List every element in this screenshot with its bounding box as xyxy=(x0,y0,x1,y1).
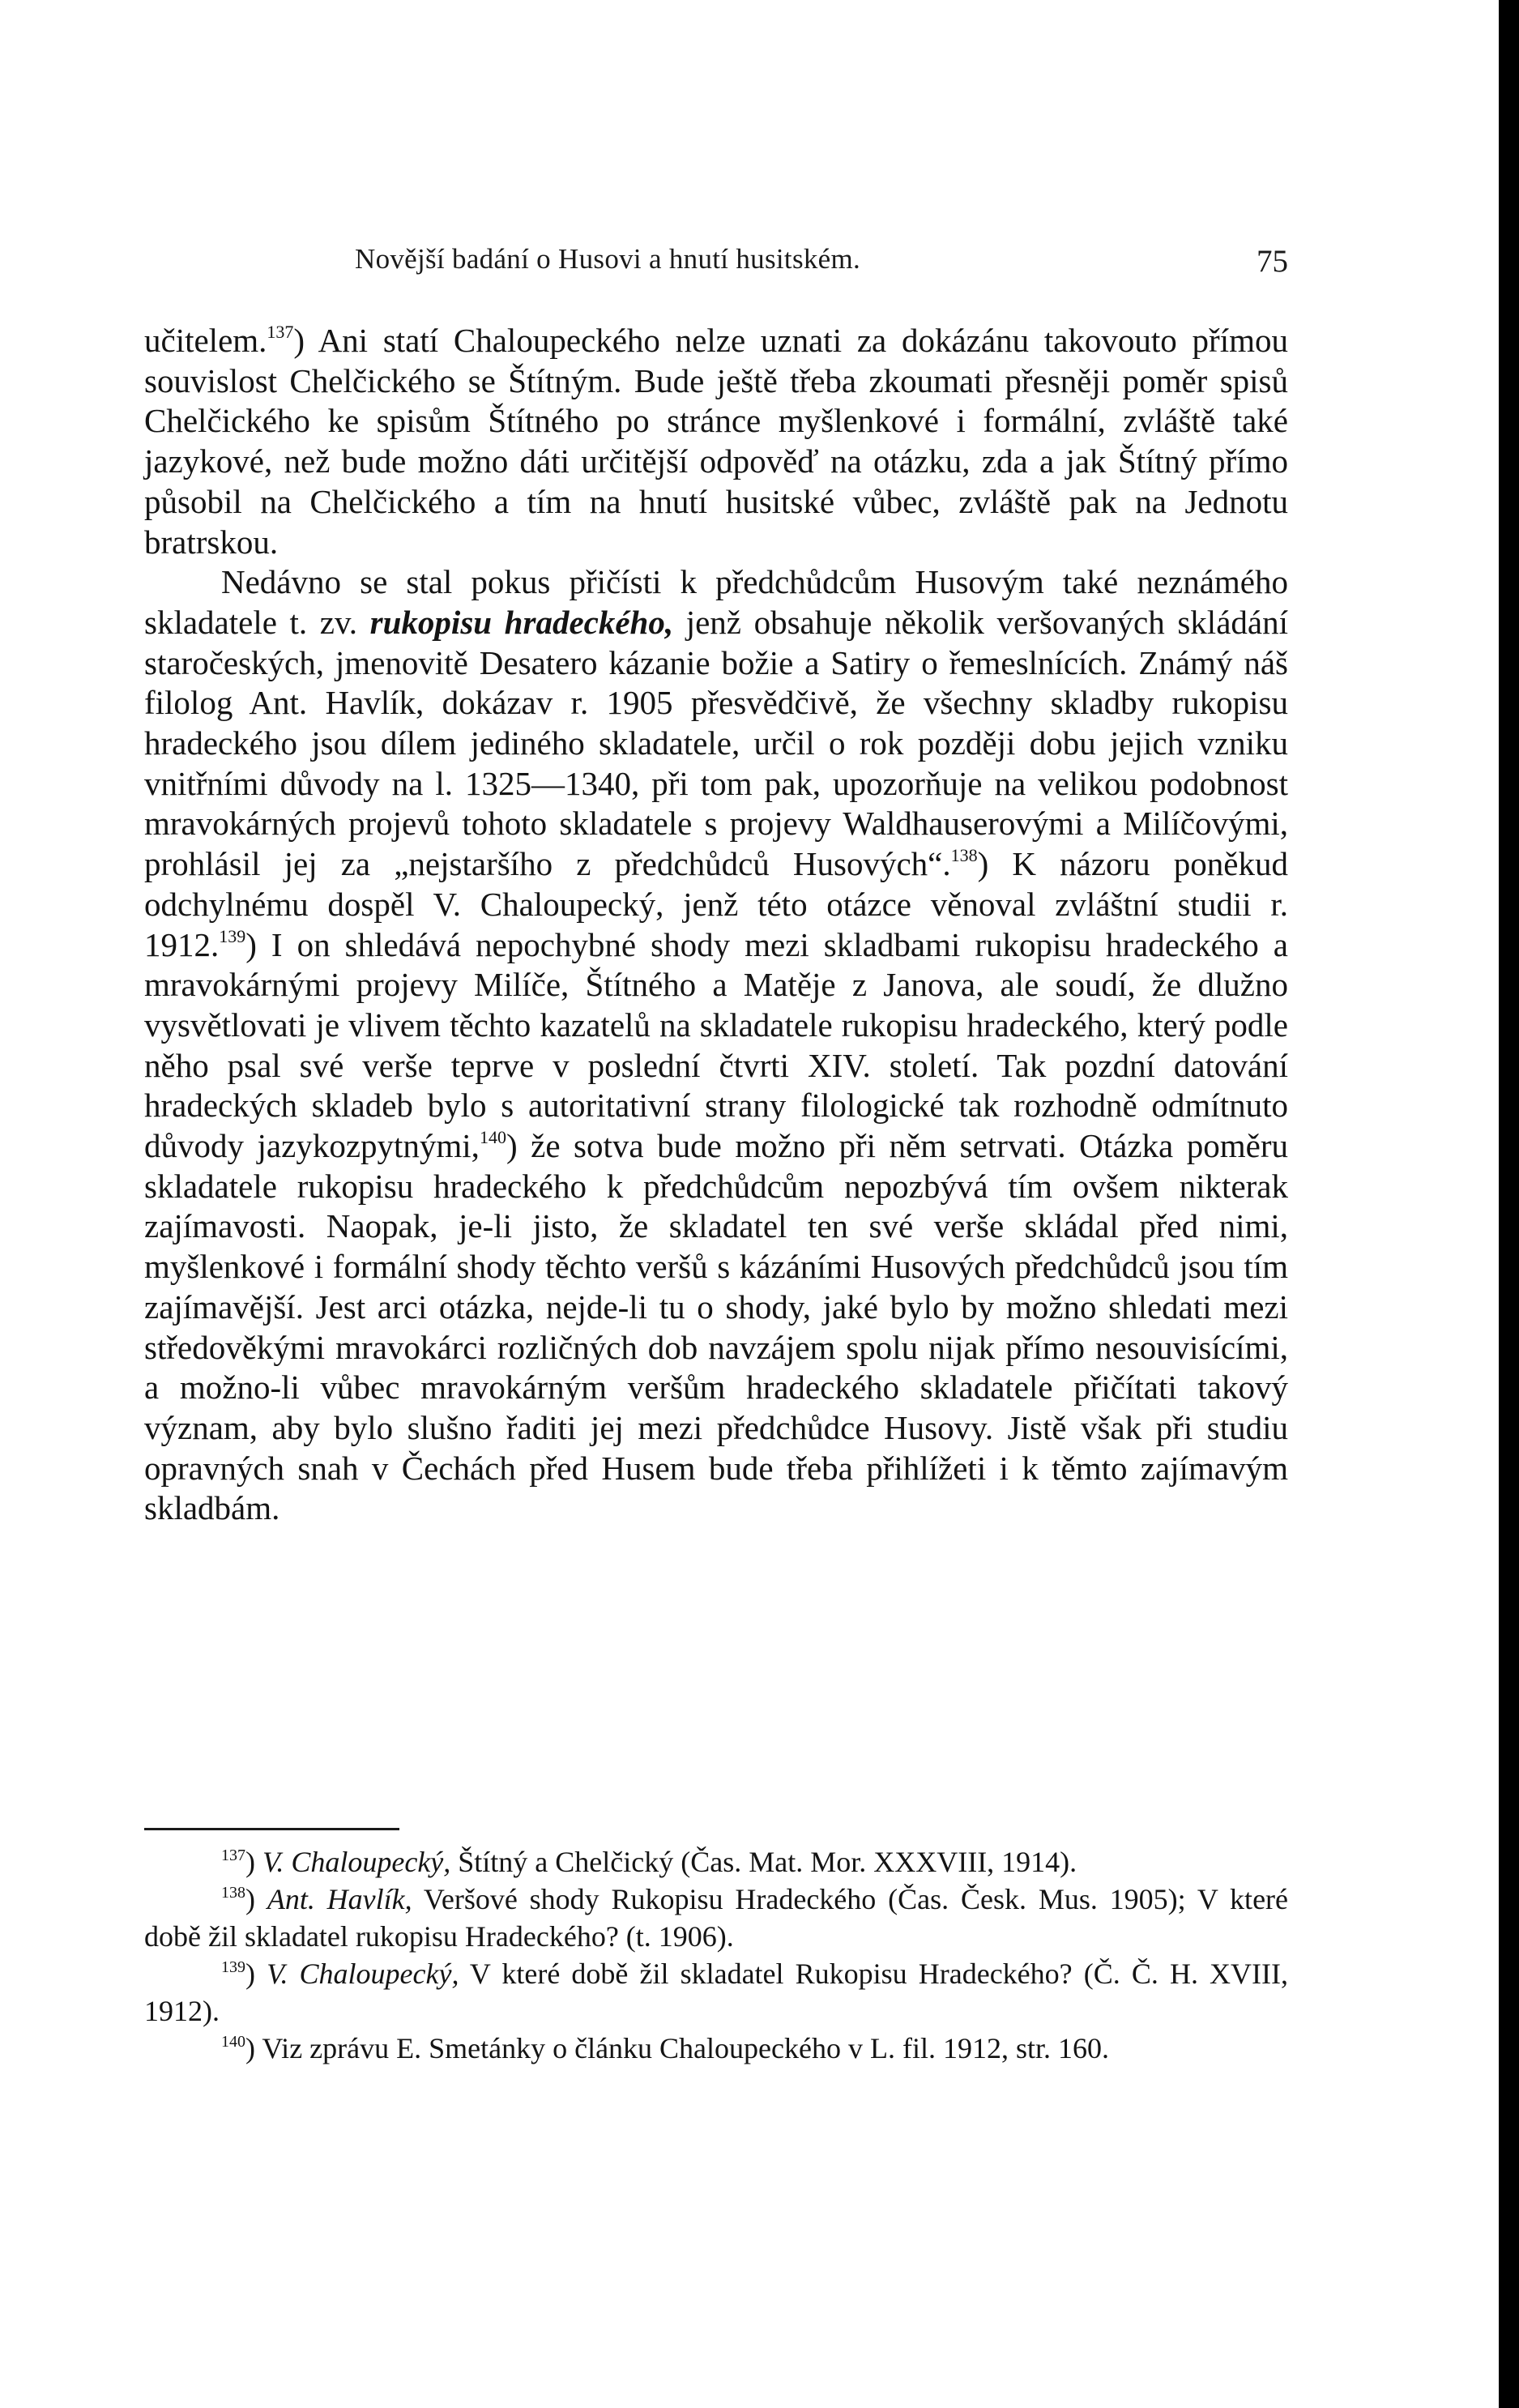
italic-term: rukopisu hradeckého, xyxy=(369,603,674,641)
page-number: 75 xyxy=(1257,244,1288,279)
footnote-ref-138: 138 xyxy=(950,845,978,866)
footnote-ref-140: 140 xyxy=(479,1127,506,1148)
running-title: Novější badání o Husovi a hnutí husitském. xyxy=(355,243,861,275)
paragraph-1: učitelem.$^{137}$) Ani statí Chaloupeckého nelze uznati za dokázánu takovouto přímou souvislost Chelčického se Štítným. Bude ještě třeba zkoumati přesněji poměr spisů Chelčického ke spisům Štítného po stránce myšlenkové i formální, zvláště také jazykové, než bude možno dáti určitější odpověď na otázku, zda a jak Štítný přímo působil na Chelčického a tím na hnutí husitské vůbec, zvláště pak na Jednotu bratrskou. xyxy=(144,322,1288,561)
footnote-140: $^{140}$) Viz zprávu E. Smetánky o článku Chaloupeckého v L. fil. 1912, str. 160. xyxy=(221,2032,1109,2064)
page-header xyxy=(144,243,1288,280)
footnote-138: $^{138}$) Ant. Havlík, Veršové shody Rukopisu Hradeckého (Čas. Česk. Mus. 1905); V které době žil skladatel rukopisu Hradeckého? (t. 1906). xyxy=(144,1883,1289,1953)
footnote-divider xyxy=(144,1828,399,1830)
footnote-137: $^{137}$) V. Chaloupecký, Štítný a Chelčický (Čas. Mat. Mor. XXXVIII, 1914). xyxy=(221,1846,1077,1878)
footnote-ref-137: 137 xyxy=(267,322,294,342)
paragraph-2: Nedávno se stal pokus přičísti k předchůdcům Husovým také neznámého skladatele t. zv. rukopisu hradeckého, jenž obsahuje několik veršovaných skládání staročeských, jmenovitě Desatero kázanie božie a Satiry o řemeslnících. Známý náš filolog Ant. Havlík, dokázav r. 1905 přesvědčivě, že všechny skladby rukopisu hradeckého jsou dílem jediného skladatele, určil o rok později dobu jejich vzniku vnitřními důvody na l. 1325—1340, při tom pak, upozorňuje na velikou podobnost mravokárných projevů tohoto skladatele s projevy Waldhauserovými a Milíčovými, prohlásil jej za „nejstaršího z předchůdců Husových“.$^{138}$) K názoru poněkud odchylnému dospěl V. Chaloupecký, jenž této otázce věnoval zvláštní studii r. 1912.$^{139}$) I on shledává nepochybné shody mezi skladbami rukopisu hradeckého a mravokárnými projevy Milíče, Štítného a Matěje z Janova, ale soudí, že dlužno vysvětlovati je vlivem těchto kazatelů na skladatele rukopisu hradeckého, který podle něho psal své verše teprve v poslední čtvrti XIV. století. Tak pozdní datování hradeckých skladeb bylo s autoritativní strany filologické tak rozhodně odmítnuto důvody jazykozpytnými,$^{140}$) že sotva bude možno při něm setrvati. Otázka poměru skladatele rukopisu hradeckého k předchůdcům nepozbývá tím ovšem nikterak zajímavosti. Naopak, je-li jisto, že skladatel ten své verše skládal před nimi, myšlenkové i formální shody těchto veršů s kázáními Husových předchůdců jsou tím zajímavější. Jest arci otázka, nejde-li tu o shody, jaké bylo by možno shledati mezi středověkými mravokárci rozličných dob navzájem spolu nijak přímo nesouvisícími, a možno-li vůbec mravokárným veršům hradeckého skladatele přičítati takový význam, aby bylo slušno řaditi jej mezi předchůdce Husovy. Jistě však při studiu opravných snah v Čechách před Husem bude třeba přihlížeti i k těmto zajímavým skladbám. xyxy=(144,563,1288,1527)
main-text xyxy=(144,321,1288,1529)
footnote-ref-139: 139 xyxy=(219,925,246,946)
footnote-139: $^{139}$) V. Chaloupecký, V které době žil skladatel Rukopisu Hradeckého? (Č. Č. H. XVIII, 1912). xyxy=(144,1958,1288,2027)
footnotes xyxy=(144,1843,1288,2067)
